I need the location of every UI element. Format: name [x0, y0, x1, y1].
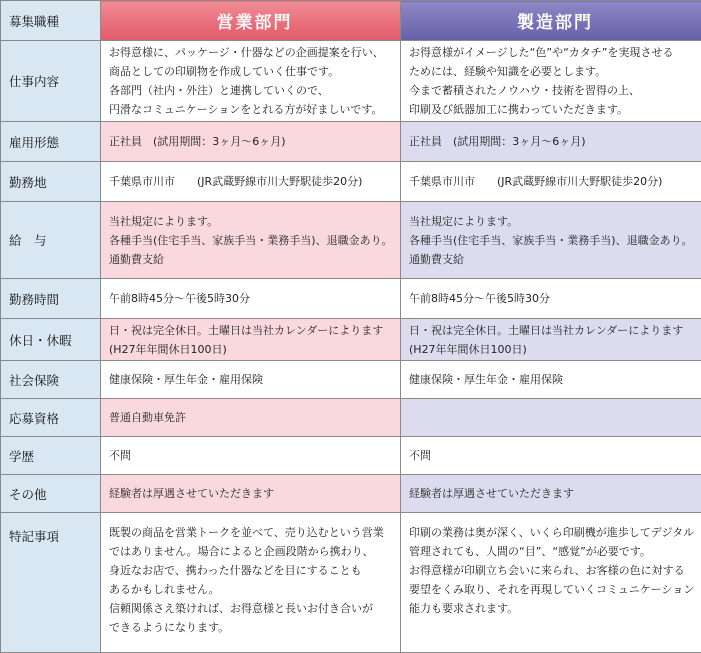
- text-line: 日・祝は完全休日。土曜日は当社カレンダーによります: [409, 321, 701, 340]
- mfg-special-notes: [401, 513, 701, 653]
- text-line: (H27年年間休日100日): [109, 340, 400, 359]
- mfg-work-location: [401, 162, 701, 202]
- sales-other: [101, 475, 401, 513]
- text-line: 健康保険・厚生年金・雇用保険: [109, 370, 400, 389]
- sales-salary: [101, 202, 401, 279]
- text-line: 日・祝は完全休日。土曜日は当社カレンダーによります: [109, 321, 400, 340]
- text-line: お得意様に、パッケージ・什器などの企画提案を行い、: [109, 43, 400, 62]
- row-working-hours: [1, 279, 701, 319]
- sales-working-hours: [101, 279, 401, 319]
- sales-qualifications: [101, 399, 401, 437]
- text-line: あるかもしれません。: [109, 580, 400, 599]
- row-salary: [1, 202, 701, 279]
- text-line: 管理されても、人間の“目”、“感覚”が必要です。: [409, 542, 701, 561]
- mfg-holidays: [401, 319, 701, 361]
- row-label-other: その他: [1, 475, 101, 513]
- text-line: 普通自動車免許: [109, 408, 400, 427]
- sales-employment-type: [101, 122, 401, 162]
- row-work-location: [1, 162, 701, 202]
- mfg-education: [401, 437, 701, 475]
- text-line: 円滑なコミュニケーションをとれる方が好ましいです。: [109, 100, 400, 119]
- row-label-job-description: 仕事内容: [1, 41, 101, 122]
- row-special-notes: [1, 513, 701, 653]
- row-label-working-hours: 勤務時間: [1, 279, 101, 319]
- text-line: お得意様が印刷立ち会いに来られ、お客様の色に対する: [409, 561, 701, 580]
- text-line: 各種手当(住宅手当、家族手当・業務手当)、退職金あり。: [109, 231, 400, 250]
- text-line: 正社員 (試用期間：3ヶ月～6ヶ月): [109, 132, 400, 151]
- row-label-holidays: 休日・休暇: [1, 319, 101, 361]
- mfg-other: [401, 475, 701, 513]
- text-line: できるようになります。: [109, 618, 400, 637]
- text-line: 身近なお店で、携わった什器などを目にすることも: [109, 561, 400, 580]
- row-label-special-notes: 特記事項: [1, 513, 101, 653]
- row-qualifications: [1, 399, 701, 437]
- row-social-insurance: [1, 361, 701, 399]
- text-line: 各部門（社内・外注）と連携していくので、: [109, 81, 400, 100]
- header-sales-department: 営業部門: [101, 1, 401, 41]
- sales-job-description: [101, 41, 401, 122]
- sales-social-insurance: [101, 361, 401, 399]
- text-line: 経験者は厚遇させていただきます: [409, 484, 701, 503]
- text-line: 信頼関係さえ築ければ、お得意様と長いお付き合いが: [109, 599, 400, 618]
- text-line: 要望をくみ取り、それを再現していくコミュニケーション: [409, 580, 701, 599]
- header-manufacturing-department: 製造部門: [401, 1, 701, 41]
- mfg-working-hours: [401, 279, 701, 319]
- text-line: 今まで蓄積されたノウハウ・技術を習得の上、: [409, 81, 701, 100]
- row-job-description: [1, 41, 701, 122]
- text-line: 午前8時45分～午後5時30分: [409, 289, 701, 308]
- text-line: 千葉県市川市 (JR武蔵野線市川大野駅徒歩20分): [409, 172, 701, 191]
- mfg-social-insurance: [401, 361, 701, 399]
- text-line: 既製の商品を営業トークを並べて、売り込むという営業: [109, 523, 400, 542]
- header-position-label: 募集職種: [1, 1, 101, 41]
- sales-work-location: [101, 162, 401, 202]
- mfg-salary: [401, 202, 701, 279]
- text-line: 印刷及び紙器加工に携わっていただきます。: [409, 100, 701, 119]
- header-row: [1, 1, 701, 41]
- text-line: ではありません。場合によると企画段階から携わり、: [109, 542, 400, 561]
- row-label-work-location: 勤務地: [1, 162, 101, 202]
- sales-education: [101, 437, 401, 475]
- text-line: 各種手当(住宅手当、家族手当・業務手当)、退職金あり。: [409, 231, 701, 250]
- row-employment-type: [1, 122, 701, 162]
- row-label-qualifications: 応募資格: [1, 399, 101, 437]
- row-label-salary: 給 与: [1, 202, 101, 279]
- text-line: 通勤費支給: [409, 250, 701, 269]
- text-line: 商品としての印刷物を作成していく仕事です。: [109, 62, 400, 81]
- text-line: 不問: [409, 446, 701, 465]
- text-line: 健康保険・厚生年金・雇用保険: [409, 370, 701, 389]
- text-line: 不問: [109, 446, 400, 465]
- row-other: [1, 475, 701, 513]
- row-holidays: [1, 319, 701, 361]
- text-line: 午前8時45分～午後5時30分: [109, 289, 400, 308]
- mfg-employment-type: [401, 122, 701, 162]
- mfg-qualifications: [401, 399, 701, 437]
- text-line: お得意様がイメージした“色”や“カタチ”を実現させる: [409, 43, 701, 62]
- sales-holidays: [101, 319, 401, 361]
- sales-special-notes: [101, 513, 401, 653]
- text-line: 正社員 (試用期間：3ヶ月～6ヶ月): [409, 132, 701, 151]
- text-line: 能力も要求されます。: [409, 599, 701, 618]
- text-line: 印刷の業務は奥が深く、いくら印刷機が進歩してデジタル: [409, 523, 701, 542]
- row-education: [1, 437, 701, 475]
- text-line: (H27年年間休日100日): [409, 340, 701, 359]
- row-label-education: 学歴: [1, 437, 101, 475]
- text-line: 当社規定によります。: [109, 212, 400, 231]
- text-line: 経験者は厚遇させていただきます: [109, 484, 400, 503]
- text-line: 千葉県市川市 (JR武蔵野線市川大野駅徒歩20分): [109, 172, 400, 191]
- mfg-job-description: [401, 41, 701, 122]
- text-line: ためには、経験や知識を必要とします。: [409, 62, 701, 81]
- text-line: 当社規定によります。: [409, 212, 701, 231]
- row-label-social-insurance: 社会保険: [1, 361, 101, 399]
- text-line: 通勤費支給: [109, 250, 400, 269]
- row-label-employment-type: 雇用形態: [1, 122, 101, 162]
